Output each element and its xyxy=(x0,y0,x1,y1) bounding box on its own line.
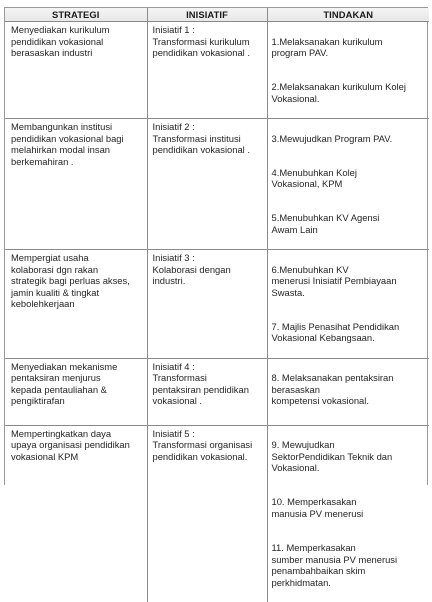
table-row xyxy=(5,118,429,249)
tindakan-cell xyxy=(267,250,429,359)
tindakan-item: 3.Mewujudkan Program PAV. xyxy=(271,132,393,144)
tindakan-cell xyxy=(267,358,429,425)
strategi-cell: Mempergiat usaha kolaborasi dgn rakan strategik bagi perluas akses, jamin kualiti & tingkat kebolehkerjaan xyxy=(5,250,147,359)
inisiatif-cell: Inisiatif 5 : Transformasi organisasi pendidikan vokasional. xyxy=(147,425,267,602)
tindakan-item: 2.Melaksanakan kurikulum Kolej Vokasional. xyxy=(271,81,406,104)
inisiatif-cell: Inisiatif 2 : Transformasi institusi pendidikan vokasional . xyxy=(147,118,267,249)
tindakan-cell xyxy=(267,22,429,119)
tindakan-item: 5.Menubuhkan KV Agensi Awam Lain xyxy=(271,212,380,235)
tindakan-item: 4.Menubuhkan Kolej Vokasional, KPM xyxy=(271,166,357,190)
tindakan-item: 1.Melaksanakan kurikulum program PAV. xyxy=(271,35,383,59)
tindakan-cell xyxy=(267,118,429,249)
tindakan-item: 8. Melaksanakan pentaksiran berasaskan kompetensi vokasional. xyxy=(271,372,394,407)
inisiatif-cell: Inisiatif 3 : Kolaborasi dengan industri. xyxy=(147,250,267,359)
table-row xyxy=(5,250,429,359)
table-row xyxy=(5,22,429,119)
header-inisiatif: INISIATIF xyxy=(147,8,267,22)
tindakan-item: 10. Memperkasakan manusia PV menerusi xyxy=(271,496,364,519)
table-row xyxy=(5,425,429,602)
strategi-cell: Mempertingkatkan daya upaya organisasi pendidikan vokasional KPM xyxy=(5,425,147,602)
tindakan-item: 11. Memperkasakan sumber manusia PV menerusi penambahbaikan skim perkhidmatan. xyxy=(271,542,398,588)
strategi-cell: Menyediakan kurikulum pendidikan vokasional berasaskan industri xyxy=(5,22,147,119)
tindakan-item: 9. Mewujudkan SektorPendidikan Teknik dan Vokasional. xyxy=(271,439,393,474)
inisiatif-cell: Inisiatif 4 : Transformasi pentaksiran pendidikan vokasional . xyxy=(147,358,267,425)
strategi-cell: Menyediakan mekanisme pentaksiran menjurus kepada pentauliahan & pengiktirafan xyxy=(5,358,147,425)
header-strategi: STRATEGI xyxy=(5,8,147,22)
tindakan-item: 6.Menubuhkan KV menerusi Inisiatif Pembiayaan Swasta. xyxy=(271,263,397,298)
header-tindakan: TINDAKAN xyxy=(267,8,429,22)
table-row xyxy=(5,358,429,425)
tindakan-item: 7. Majlis Penasihat Pendidikan Vokasional Kebangsaan. xyxy=(271,320,400,344)
tindakan-cell xyxy=(267,425,429,602)
strategy-table-frame xyxy=(4,7,428,588)
inisiatif-cell: Inisiatif 1 : Transformasi kurikulum pendidikan vokasional . xyxy=(147,22,267,119)
strategi-cell: Membangunkan institusi pendidikan vokasional bagi melahirkan modal insan berkemahiran . xyxy=(5,118,147,249)
table-header-row xyxy=(5,8,429,22)
strategy-table xyxy=(5,8,429,602)
